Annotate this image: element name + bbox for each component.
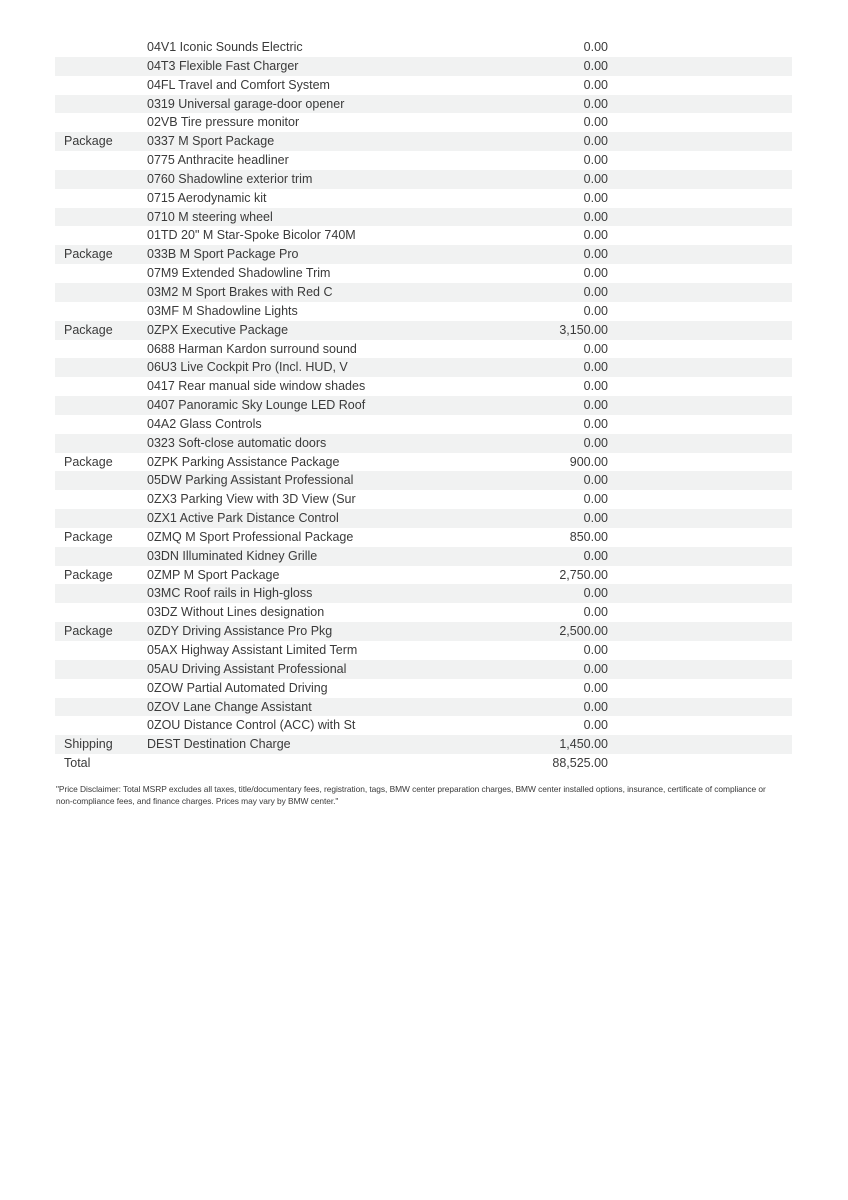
row-option-description: 0ZOU Distance Control (ACC) with St: [147, 718, 356, 733]
row-price: 0.00: [583, 153, 608, 168]
row-price: 0.00: [583, 699, 608, 714]
table-row: [55, 340, 792, 359]
table-row: [55, 453, 792, 472]
row-option-description: 0ZX1 Active Park Distance Control: [147, 511, 339, 526]
table-row: [55, 660, 792, 679]
row-price: 0.00: [583, 134, 608, 149]
row-price: 0.00: [583, 398, 608, 413]
table-row: [55, 584, 792, 603]
row-option-description: 03DN Illuminated Kidney Grille: [147, 548, 318, 563]
row-price: 0.00: [583, 247, 608, 262]
table-row: [55, 679, 792, 698]
table-row: [55, 716, 792, 735]
table-row: [55, 113, 792, 132]
row-option-description: 0ZPX Executive Package: [147, 322, 289, 337]
row-price: 0.00: [583, 40, 608, 54]
row-category-label: Total: [64, 756, 91, 771]
row-price: 0.00: [583, 171, 608, 186]
table-row: [55, 415, 792, 434]
table-row: [55, 547, 792, 566]
row-option-description: 0ZOW Partial Automated Driving: [147, 680, 328, 695]
row-category-label: Package: [64, 529, 113, 544]
row-price: 2,500.00: [559, 624, 608, 639]
row-category-label: Package: [64, 454, 113, 469]
row-option-description: 0ZDY Driving Assistance Pro Pkg: [147, 624, 333, 639]
row-price: 0.00: [583, 341, 608, 356]
row-option-description: 05AX Highway Assistant Limited Term: [147, 643, 358, 657]
table-row: [55, 509, 792, 528]
row-price: 0.00: [583, 96, 608, 111]
table-row: [55, 132, 792, 151]
row-price: 0.00: [583, 77, 608, 92]
table-row: [55, 57, 792, 76]
row-option-description: 0319 Universal garage-door opener: [147, 96, 345, 111]
row-price: 0.00: [583, 718, 608, 733]
table-row: [55, 377, 792, 396]
row-option-description: 033B M Sport Package Pro: [147, 247, 299, 262]
table-row: [55, 471, 792, 490]
table-row: [55, 76, 792, 95]
row-price: 0.00: [583, 680, 608, 695]
row-option-description: 0ZX3 Parking View with 3D View (Sur: [147, 492, 356, 507]
row-price: 1,450.00: [559, 737, 608, 752]
row-price: 0.00: [583, 473, 608, 488]
table-row: [55, 151, 792, 170]
table-row: [55, 170, 792, 189]
table-row: [55, 226, 792, 245]
row-price: 0.00: [583, 115, 608, 130]
row-price: 0.00: [583, 605, 608, 620]
row-price: 0.00: [583, 643, 608, 657]
row-option-description: 0ZPK Parking Assistance Package: [147, 454, 340, 469]
row-option-description: 0407 Panoramic Sky Lounge LED Roof: [147, 398, 366, 413]
row-option-description: 0323 Soft-close automatic doors: [147, 435, 327, 450]
row-option-description: 04A2 Glass Controls: [147, 416, 262, 431]
row-option-description: 0710 M steering wheel: [147, 209, 273, 224]
table-row: [55, 735, 792, 754]
table-row: [55, 283, 792, 302]
row-price: 0.00: [583, 511, 608, 526]
row-price: 850.00: [569, 529, 608, 544]
row-price: 0.00: [583, 416, 608, 431]
row-price: 900.00: [569, 454, 608, 469]
table-row: [55, 528, 792, 547]
row-option-description: 01TD 20" M Star-Spoke Bicolor 740M: [147, 228, 356, 243]
table-row: [55, 38, 792, 57]
row-option-description: DEST Destination Charge: [147, 737, 291, 752]
table-row: [55, 641, 792, 660]
row-category-label: Package: [64, 134, 113, 149]
table-row: [55, 490, 792, 509]
row-category-label: Shipping: [64, 737, 113, 752]
row-price: 0.00: [583, 435, 608, 450]
row-option-description: 0ZMQ M Sport Professional Package: [147, 529, 354, 544]
row-price: 0.00: [583, 661, 608, 676]
row-category-label: Package: [64, 567, 113, 582]
row-category-label: Package: [64, 247, 113, 262]
row-option-description: 0ZOV Lane Change Assistant: [147, 699, 312, 714]
table-row: [55, 603, 792, 622]
row-price: 0.00: [583, 266, 608, 281]
table-row: [55, 754, 792, 773]
table-row: [55, 566, 792, 585]
row-category-label: Package: [64, 624, 113, 639]
row-price: 0.00: [583, 548, 608, 563]
table-row: [55, 245, 792, 264]
vehicle-options-table: [55, 38, 792, 773]
row-price: 0.00: [583, 190, 608, 205]
row-option-description: 0ZMP M Sport Package: [147, 567, 280, 582]
row-option-description: 06U3 Live Cockpit Pro (Incl. HUD, V: [147, 360, 348, 375]
row-option-description: 05DW Parking Assistant Professional: [147, 473, 354, 488]
row-price: 0.00: [583, 284, 608, 299]
table-row: [55, 189, 792, 208]
row-option-description: 04T3 Flexible Fast Charger: [147, 58, 299, 73]
row-price: 0.00: [583, 379, 608, 394]
row-price: 0.00: [583, 360, 608, 375]
row-option-description: 04FL Travel and Comfort System: [147, 77, 330, 92]
row-option-description: 0760 Shadowline exterior trim: [147, 171, 313, 186]
row-option-description: 0688 Harman Kardon surround sound: [147, 341, 357, 356]
row-price: 0.00: [583, 58, 608, 73]
row-category-label: Package: [64, 322, 113, 337]
row-option-description: 0337 M Sport Package: [147, 134, 275, 149]
table-row: [55, 622, 792, 641]
row-option-description: 03M2 M Sport Brakes with Red C: [147, 284, 333, 299]
row-option-description: 04V1 Iconic Sounds Electric: [147, 40, 303, 54]
row-price: 0.00: [583, 228, 608, 243]
row-option-description: 07M9 Extended Shadowline Trim: [147, 266, 331, 281]
price-disclaimer: "Price Disclaimer: Total MSRP excludes all taxes, title/documentary fees, registration, tags, BMW center preparation charges, BMW center installed options, insurance, certificate of compliance or non-compliance fees, and finance charges. Prices may vary by BMW center.": [56, 784, 766, 807]
row-option-description: 03DZ Without Lines designation: [147, 605, 325, 620]
row-option-description: 0715 Aerodynamic kit: [147, 190, 267, 205]
table-row: [55, 321, 792, 340]
table-row: [55, 264, 792, 283]
row-price: 3,150.00: [559, 322, 608, 337]
row-option-description: 0417 Rear manual side window shades: [147, 379, 366, 394]
row-option-description: 0775 Anthracite headliner: [147, 153, 289, 168]
row-price: 0.00: [583, 209, 608, 224]
table-row: [55, 208, 792, 227]
row-option-description: 03MF M Shadowline Lights: [147, 303, 298, 318]
table-row: [55, 434, 792, 453]
row-price: 0.00: [583, 303, 608, 318]
row-price: 2,750.00: [559, 567, 608, 582]
row-price: 0.00: [583, 492, 608, 507]
table-row: [55, 358, 792, 377]
table-row: [55, 95, 792, 114]
table-row: [55, 302, 792, 321]
row-option-description: 02VB Tire pressure monitor: [147, 115, 300, 130]
table-row: [55, 396, 792, 415]
row-option-description: 05AU Driving Assistant Professional: [147, 661, 347, 676]
table-row: [55, 698, 792, 717]
row-price: 88,525.00: [552, 756, 608, 771]
row-option-description: 03MC Roof rails in High-gloss: [147, 586, 313, 601]
row-price: 0.00: [583, 586, 608, 601]
